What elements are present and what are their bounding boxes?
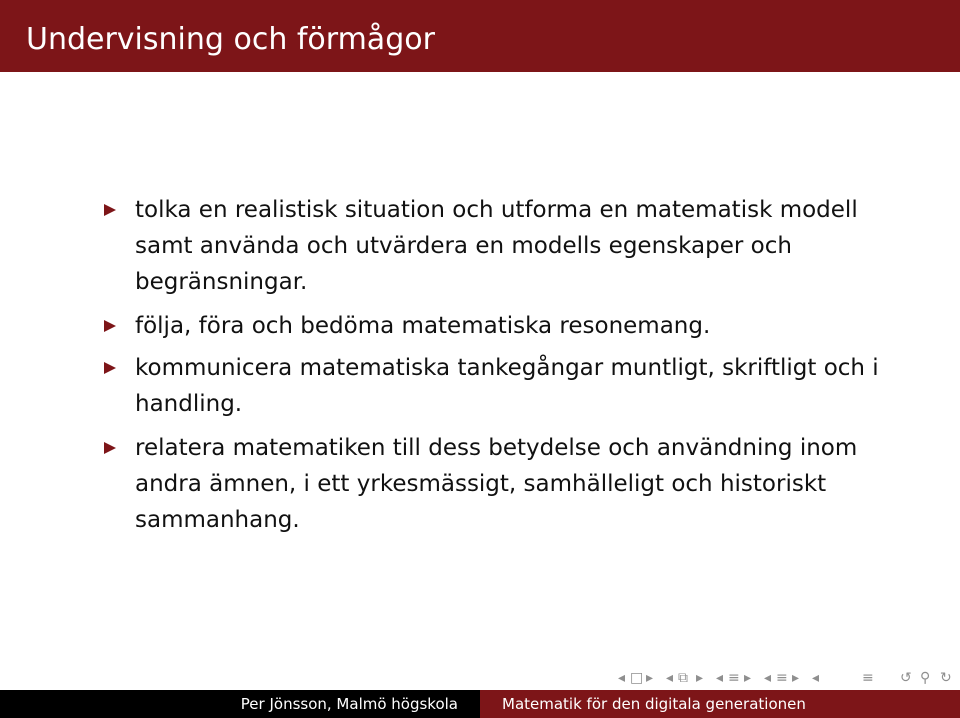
nav-search-icon[interactable]: ⚲ [920, 670, 931, 686]
nav-subsection-icon[interactable]: ⧉ [678, 670, 688, 686]
bullet-text: relatera matematiken till dess betydelse och användning inom andra ämnen, i ett yrkesmässigt, samhälleligt och historiskt sammanhang. [135, 435, 858, 533]
bullet-text: kommunicera matematiska tankegångar muntligt, skriftligt och i handling. [135, 355, 879, 417]
nav-prev-subsection-icon[interactable]: ◂ [666, 670, 674, 686]
nav-prev-section-icon[interactable]: ◂ [716, 670, 724, 686]
nav-frame-icon[interactable]: □ [630, 670, 644, 686]
nav-prev-slide-icon[interactable]: ◂ [764, 670, 772, 686]
footer-title: Matematik för den digitala generationen [480, 690, 960, 718]
beamer-navigation [618, 668, 958, 688]
nav-section-icon[interactable]: ≡ [728, 670, 740, 686]
nav-back-icon[interactable]: ↺ [900, 670, 912, 686]
nav-prev-doc-icon[interactable]: ◂ [812, 670, 820, 686]
nav-prev-frame-icon[interactable]: ◂ [618, 670, 626, 686]
footer-author: Per Jönsson, Malmö högskola [0, 690, 480, 718]
bullet-triangle-icon [104, 442, 116, 454]
nav-align-icon[interactable]: ≡ [862, 670, 874, 686]
nav-next-frame-icon[interactable]: ▸ [646, 670, 654, 686]
slide-title: Undervisning och förmågor [26, 22, 435, 57]
nav-next-section-icon[interactable]: ▸ [744, 670, 752, 686]
nav-forward-icon[interactable]: ↻ [940, 670, 952, 686]
bullet-triangle-icon [104, 204, 116, 216]
nav-next-slide-icon[interactable]: ▸ [792, 670, 800, 686]
bullet-triangle-icon [104, 320, 116, 332]
nav-slide-icon[interactable]: ≡ [776, 670, 788, 686]
slide-footer [0, 690, 960, 718]
bullet-text: tolka en realistisk situation och utforma en matematisk modell samt använda och utvärdera en modells egenskaper och begränsningar. [135, 197, 858, 295]
bullet-text: följa, föra och bedöma matematiska resonemang. [135, 313, 711, 339]
nav-next-subsection-icon[interactable]: ▸ [696, 670, 704, 686]
bullet-triangle-icon [104, 362, 116, 374]
